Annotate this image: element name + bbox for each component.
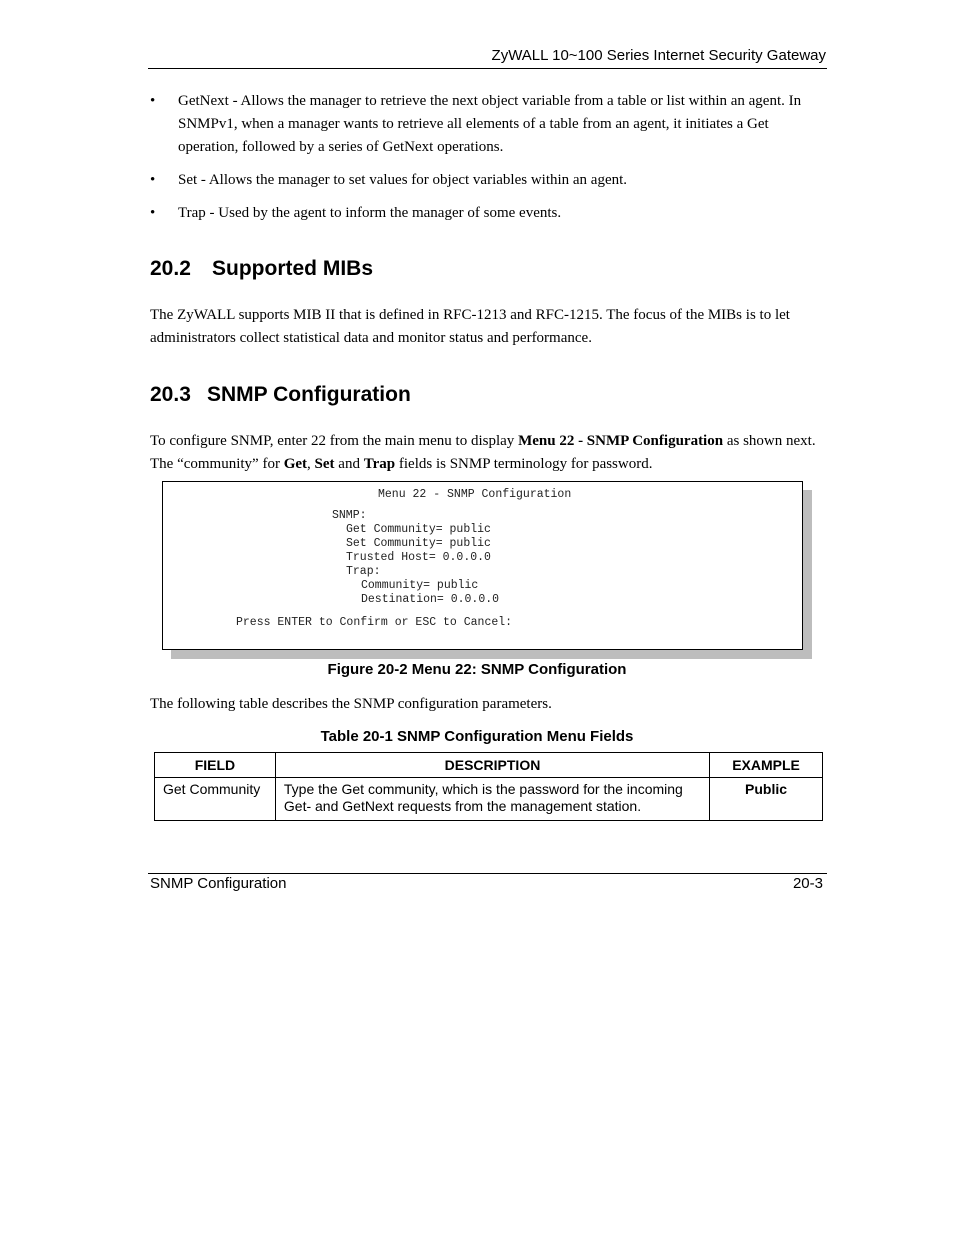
terminal-trap-label: Trap: [346,565,381,578]
section-heading-snmp-configuration [150,383,411,407]
table-caption: Table 20-1 SNMP Configuration Menu Fields [320,728,634,745]
intro-text: as shown next. The “community” for [150,433,816,472]
menu-reference: Menu 22 - SNMP Configuration [518,433,724,449]
supported-mibs-paragraph: The ZyWALL supports MIB II that is defined in RFC-1213 and RFC-1215. The focus of the MIBs is to let administrators collect statistical data and monitor status and performance. [150,307,790,346]
list-item [150,169,830,192]
snmp-fields-table [154,752,823,821]
intro-text: fields is SNMP terminology for password. [395,456,653,472]
table-header-row [155,753,823,778]
list-item-text: Trap - Used by the agent to inform the manager of some events. [178,205,562,221]
section-title: Supported MIBs [212,257,373,280]
section-title: SNMP Configuration [207,383,411,406]
bullet-icon: • [150,205,156,221]
intro-text: To configure SNMP, enter 22 from the main menu to display [150,433,519,449]
operation-list [150,90,830,235]
list-item [150,202,830,225]
list-item [150,90,830,159]
trap-term: Trap [363,456,396,472]
intro-text: and [334,456,364,472]
bullet-icon: • [150,172,156,188]
footer-rule [148,873,827,874]
column-header-description: DESCRIPTION [275,753,709,778]
get-term: Get [283,456,308,472]
footer-chapter-title: SNMP Configuration [150,875,287,892]
terminal-menu-title: Menu 22 - SNMP Configuration [378,488,572,501]
page-header-title: ZyWALL 10~100 Series Internet Security Gateway [491,47,826,64]
list-item-text: Set - Allows the manager to set values for object variables within an agent. [178,172,628,188]
column-header-example: EXAMPLE [710,753,823,778]
terminal-snmp-label: SNMP: [332,509,367,522]
table-cell-example: Public [710,778,823,821]
column-header-field: FIELD [155,753,276,778]
terminal-get-community: Get Community= public [346,523,491,536]
set-term: Set [314,456,335,472]
terminal-screen [162,481,803,650]
snmp-intro-paragraph [150,430,830,476]
terminal-screenshot [162,481,803,650]
terminal-set-community: Set Community= public [346,537,491,550]
bullet-icon: • [150,93,156,109]
table-cell-field: Get Community [155,778,276,821]
terminal-trusted-host: Trusted Host= 0.0.0.0 [346,551,491,564]
figure-caption: Figure 20-2 Menu 22: SNMP Configuration [327,661,627,678]
header-rule [148,68,827,69]
terminal-trap-destination: Destination= 0.0.0.0 [361,593,500,606]
list-item-text: GetNext - Allows the manager to retrieve the next object variable from a table or list within an agent. In SNMPv1, when a manager wants to retrieve all elements of a table from an agent, it initiates a Get operation, followed by a series of GetNext operations. [178,93,802,155]
terminal-prompt: Press ENTER to Confirm or ESC to Cancel: [236,616,513,629]
terminal-trap-community: Community= public [361,579,479,592]
section-number: 20.3 [150,383,191,406]
table-intro-paragraph: The following table describes the SNMP configuration parameters. [150,696,552,712]
footer-page-number: 20-3 [792,875,823,892]
section-heading-supported-mibs [150,257,373,281]
table-row [155,778,823,821]
table-cell-description: Type the Get community, which is the password for the incoming Get- and GetNext requests from the management station. [275,778,709,821]
section-number: 20.2 [150,257,191,280]
intro-text: , [307,456,315,472]
